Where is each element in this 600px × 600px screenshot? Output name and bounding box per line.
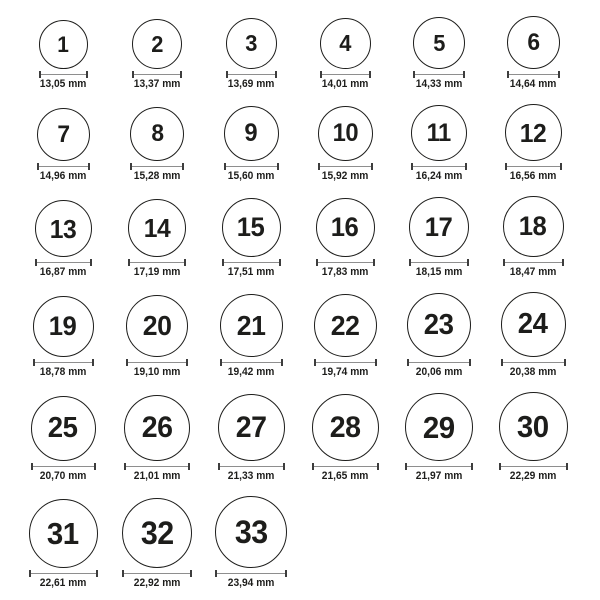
chart-row-4 bbox=[16, 292, 600, 378]
diameter-label: 19,42 mm bbox=[227, 366, 275, 378]
diameter-label: 17,51 mm bbox=[227, 266, 275, 278]
ring-circle bbox=[33, 296, 94, 357]
ring-size-item bbox=[392, 105, 486, 182]
diameter-measure-line bbox=[312, 463, 379, 470]
diameter-label: 21,65 mm bbox=[321, 470, 369, 482]
diameter-label: 19,74 mm bbox=[321, 366, 369, 378]
ring-size-number: 2 bbox=[151, 30, 163, 57]
diameter-measure-line bbox=[499, 463, 568, 470]
ring-circle bbox=[37, 108, 90, 161]
diameter-label: 14,64 mm bbox=[509, 78, 557, 90]
ring-size-item bbox=[486, 196, 580, 278]
diameter-measure-line bbox=[222, 259, 281, 266]
ring-circle bbox=[505, 104, 562, 161]
diameter-measure-line bbox=[501, 359, 566, 366]
diameter-label: 13,05 mm bbox=[39, 78, 87, 90]
ring-size-item bbox=[204, 106, 298, 182]
ring-size-number: 18 bbox=[519, 211, 547, 241]
diameter-measure-line bbox=[320, 71, 371, 78]
diameter-label: 18,15 mm bbox=[415, 266, 463, 278]
diameter-measure-line bbox=[29, 570, 98, 577]
diameter-measure-line bbox=[505, 163, 562, 170]
ring-size-item bbox=[204, 496, 298, 589]
diameter-measure-line bbox=[126, 359, 188, 366]
ring-size-number: 22 bbox=[330, 309, 360, 341]
ring-size-number: 23 bbox=[424, 308, 454, 341]
diameter-measure-line bbox=[39, 71, 88, 78]
ring-size-number: 19 bbox=[49, 311, 77, 341]
ring-size-item bbox=[204, 198, 298, 278]
diameter-measure-line bbox=[218, 463, 285, 470]
diameter-measure-line bbox=[405, 463, 473, 470]
ring-circle bbox=[220, 294, 283, 357]
diameter-label: 20,70 mm bbox=[39, 470, 87, 482]
diameter-label: 20,06 mm bbox=[415, 366, 463, 378]
diameter-label: 14,96 mm bbox=[39, 170, 87, 182]
ring-circle bbox=[503, 196, 564, 257]
diameter-label: 18,78 mm bbox=[39, 366, 87, 378]
ring-circle bbox=[128, 199, 186, 257]
ring-circle bbox=[501, 292, 566, 357]
ring-size-item bbox=[16, 499, 110, 589]
ring-size-number: 1 bbox=[57, 31, 69, 57]
ring-circle bbox=[122, 498, 192, 568]
ring-size-number: 11 bbox=[426, 118, 452, 147]
ring-circle bbox=[312, 394, 379, 461]
ring-size-number: 9 bbox=[244, 119, 258, 147]
diameter-label: 21,01 mm bbox=[133, 470, 181, 482]
ring-size-item bbox=[16, 20, 110, 90]
ring-circle bbox=[130, 107, 184, 161]
diameter-label: 17,83 mm bbox=[321, 266, 369, 278]
diameter-measure-line bbox=[215, 570, 287, 577]
ring-size-item bbox=[16, 396, 110, 482]
diameter-measure-line bbox=[128, 259, 186, 266]
ring-size-number: 20 bbox=[142, 310, 172, 341]
ring-size-number: 6 bbox=[526, 28, 540, 56]
ring-size-number: 15 bbox=[237, 212, 265, 242]
ring-size-number: 31 bbox=[47, 516, 79, 551]
diameter-measure-line bbox=[407, 359, 471, 366]
ring-circle bbox=[316, 198, 375, 257]
ring-size-item bbox=[392, 293, 486, 378]
chart-row-6 bbox=[16, 496, 600, 589]
ring-circle bbox=[411, 105, 467, 161]
diameter-label: 22,29 mm bbox=[509, 470, 557, 482]
ring-size-number: 16 bbox=[331, 212, 359, 242]
diameter-label: 18,47 mm bbox=[509, 266, 557, 278]
diameter-measure-line bbox=[220, 359, 283, 366]
ring-circle bbox=[126, 295, 188, 357]
diameter-label: 22,61 mm bbox=[39, 577, 87, 589]
diameter-label: 19,10 mm bbox=[133, 366, 181, 378]
ring-circle bbox=[29, 499, 98, 568]
ring-circle bbox=[405, 393, 473, 461]
ring-circle bbox=[499, 392, 568, 461]
ring-size-item bbox=[110, 107, 204, 182]
diameter-measure-line bbox=[226, 71, 277, 78]
ring-size-item bbox=[16, 108, 110, 182]
ring-circle bbox=[318, 106, 373, 161]
ring-size-number: 14 bbox=[143, 213, 171, 243]
ring-circle bbox=[407, 293, 471, 357]
ring-size-number: 17 bbox=[425, 211, 453, 242]
ring-size-number: 21 bbox=[236, 309, 266, 341]
diameter-label: 21,97 mm bbox=[415, 470, 463, 482]
ring-size-item bbox=[110, 395, 204, 482]
diameter-measure-line bbox=[411, 163, 467, 170]
diameter-label: 22,92 mm bbox=[133, 577, 181, 589]
diameter-label: 16,24 mm bbox=[415, 170, 463, 182]
ring-circle bbox=[124, 395, 190, 461]
ring-size-item bbox=[486, 16, 580, 90]
diameter-label: 14,01 mm bbox=[321, 78, 369, 90]
ring-size-item bbox=[298, 198, 392, 278]
chart-row-2 bbox=[16, 104, 600, 182]
diameter-measure-line bbox=[314, 359, 377, 366]
ring-size-number: 24 bbox=[518, 308, 548, 340]
ring-size-item bbox=[298, 394, 392, 482]
ring-circle bbox=[413, 17, 465, 69]
ring-circle bbox=[224, 106, 279, 161]
ring-size-number: 28 bbox=[329, 410, 361, 444]
ring-size-number: 13 bbox=[49, 213, 77, 244]
chart-row-5 bbox=[16, 392, 600, 482]
ring-circle bbox=[314, 294, 377, 357]
diameter-label: 16,87 mm bbox=[39, 266, 87, 278]
ring-circle bbox=[507, 16, 560, 69]
diameter-measure-line bbox=[507, 71, 560, 78]
ring-circle bbox=[39, 20, 88, 69]
ring-size-item bbox=[486, 104, 580, 182]
diameter-measure-line bbox=[31, 463, 96, 470]
chart-row-1 bbox=[16, 16, 600, 90]
ring-size-item bbox=[110, 295, 204, 378]
ring-size-number: 26 bbox=[141, 411, 173, 444]
ring-size-item bbox=[392, 393, 486, 482]
ring-circle bbox=[215, 496, 287, 568]
diameter-label: 13,69 mm bbox=[227, 78, 275, 90]
ring-size-item bbox=[204, 394, 298, 482]
diameter-measure-line bbox=[130, 163, 184, 170]
ring-size-number: 10 bbox=[332, 119, 358, 147]
ring-size-number: 4 bbox=[339, 30, 351, 56]
diameter-label: 15,60 mm bbox=[227, 170, 275, 182]
diameter-label: 16,56 mm bbox=[509, 170, 557, 182]
diameter-label: 20,38 mm bbox=[509, 366, 557, 378]
ring-size-item bbox=[298, 106, 392, 182]
ring-size-item bbox=[110, 199, 204, 278]
diameter-measure-line bbox=[413, 71, 465, 78]
ring-size-number: 27 bbox=[235, 410, 267, 444]
diameter-measure-line bbox=[316, 259, 375, 266]
diameter-label: 15,28 mm bbox=[133, 170, 181, 182]
ring-size-item bbox=[298, 294, 392, 378]
ring-size-item bbox=[204, 18, 298, 90]
diameter-measure-line bbox=[35, 259, 92, 266]
ring-circle bbox=[132, 19, 182, 69]
ring-size-item bbox=[486, 292, 580, 378]
ring-circle bbox=[320, 18, 371, 69]
ring-size-item bbox=[392, 197, 486, 278]
ring-circle bbox=[409, 197, 469, 257]
ring-size-item bbox=[392, 17, 486, 90]
ring-size-item bbox=[16, 200, 110, 278]
diameter-measure-line bbox=[124, 463, 190, 470]
ring-size-item bbox=[298, 18, 392, 90]
ring-size-item bbox=[16, 296, 110, 378]
ring-circle bbox=[31, 396, 96, 461]
ring-size-number: 5 bbox=[433, 29, 445, 56]
diameter-measure-line bbox=[409, 259, 469, 266]
diameter-measure-line bbox=[33, 359, 94, 366]
diameter-measure-line bbox=[318, 163, 373, 170]
diameter-measure-line bbox=[132, 71, 182, 78]
ring-size-number: 29 bbox=[423, 409, 455, 445]
diameter-measure-line bbox=[224, 163, 279, 170]
ring-size-number: 7 bbox=[56, 120, 70, 148]
diameter-label: 14,33 mm bbox=[415, 78, 463, 90]
ring-circle bbox=[218, 394, 285, 461]
chart-row-3 bbox=[16, 196, 600, 278]
ring-size-item bbox=[204, 294, 298, 378]
diameter-label: 15,92 mm bbox=[321, 170, 369, 182]
ring-size-number: 30 bbox=[517, 409, 549, 444]
ring-size-number: 8 bbox=[150, 120, 164, 147]
diameter-label: 13,37 mm bbox=[133, 78, 181, 90]
ring-circle bbox=[222, 198, 281, 257]
diameter-measure-line bbox=[503, 259, 564, 266]
ring-circle bbox=[226, 18, 277, 69]
ring-size-number: 25 bbox=[48, 412, 78, 444]
ring-size-number: 33 bbox=[234, 514, 268, 550]
ring-size-number: 12 bbox=[519, 117, 547, 148]
ring-size-item bbox=[486, 392, 580, 482]
diameter-measure-line bbox=[122, 570, 192, 577]
diameter-label: 23,94 mm bbox=[227, 577, 275, 589]
ring-circle bbox=[35, 200, 92, 257]
diameter-measure-line bbox=[37, 163, 90, 170]
ring-size-item bbox=[110, 498, 204, 589]
ring-size-number: 3 bbox=[245, 30, 257, 56]
diameter-label: 17,19 mm bbox=[133, 266, 181, 278]
ring-size-number: 32 bbox=[140, 515, 174, 551]
diameter-label: 21,33 mm bbox=[227, 470, 275, 482]
ring-size-item bbox=[110, 19, 204, 90]
